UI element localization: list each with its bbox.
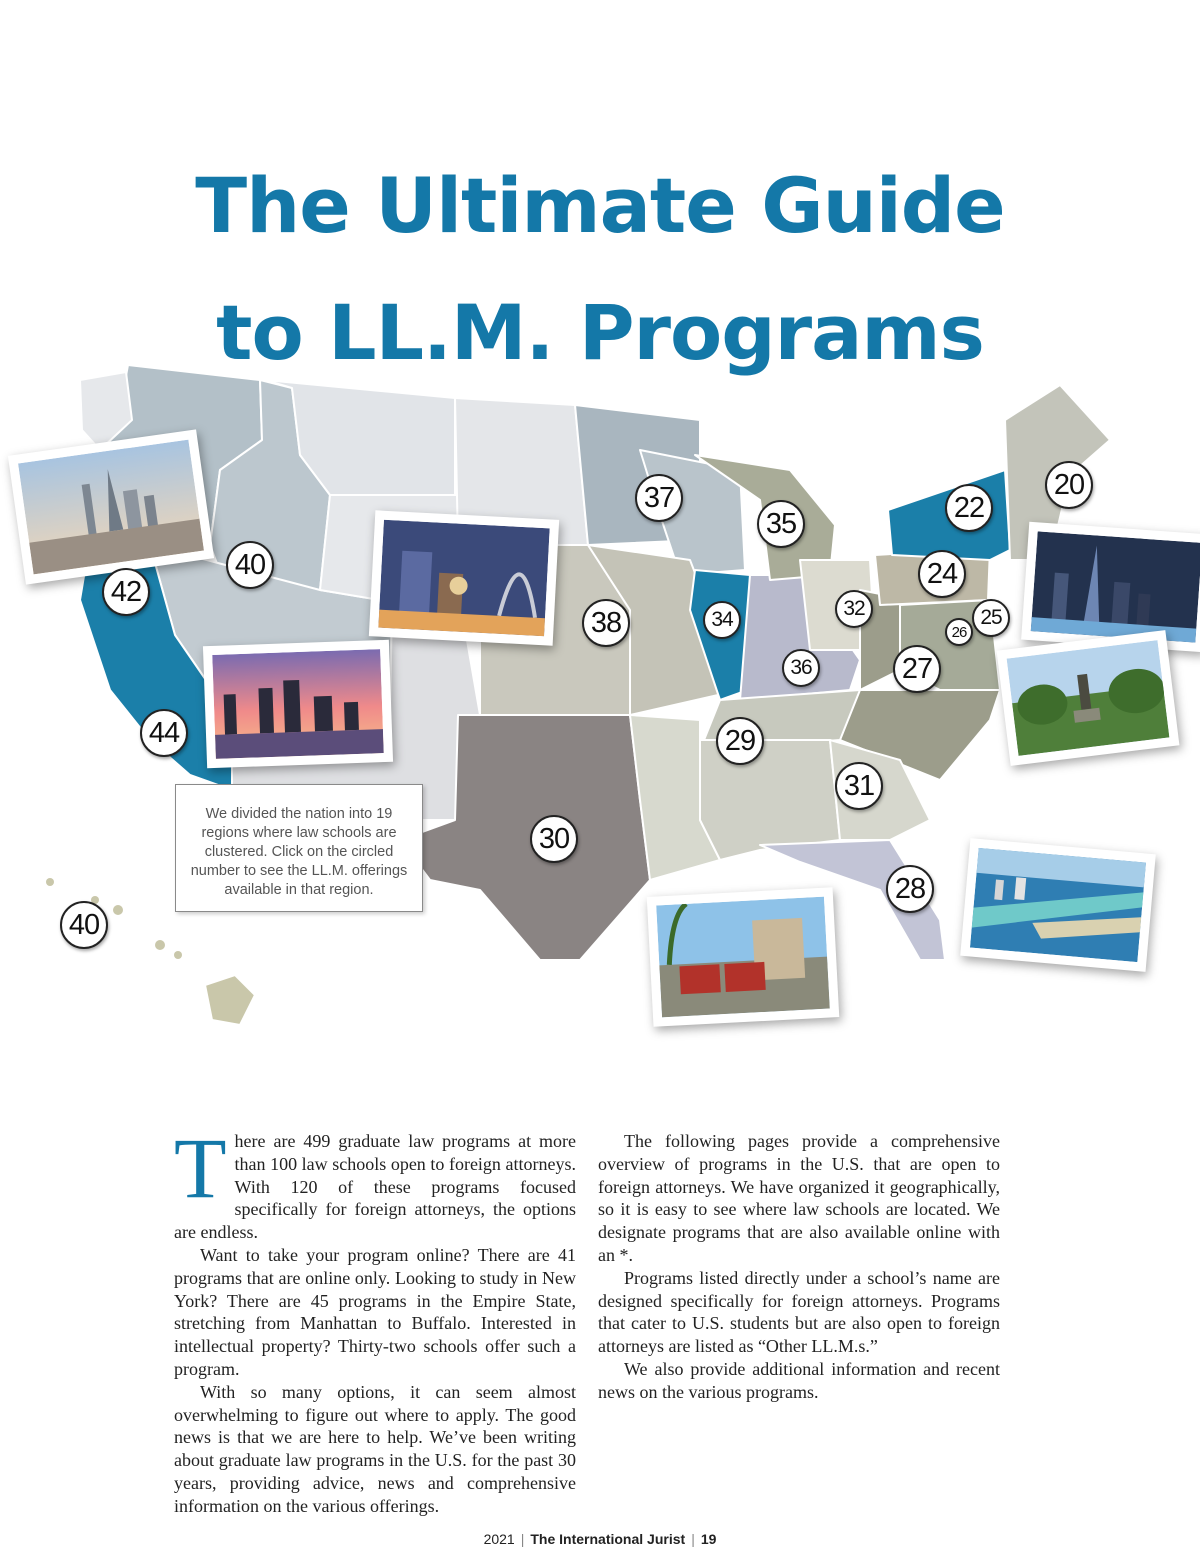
article-paragraph-1-text: here are 499 graduate law programs at more than 100 law schools open to foreign attorneys. With 120 of these programs focused specifically for foreign attorneys, the options are endless.	[174, 1131, 576, 1243]
region-marker-37[interactable]: 37	[635, 474, 683, 522]
region-hawaii[interactable]	[205, 975, 255, 1025]
footer-separator: |	[691, 1531, 695, 1547]
footer-page-number: 19	[700, 1531, 717, 1547]
photo-new-orleans	[647, 887, 840, 1027]
region-marker-20[interactable]: 20	[1045, 461, 1093, 509]
region-marker-40-northwest[interactable]: 40	[226, 541, 274, 589]
drop-cap: T	[174, 1120, 227, 1216]
footer-publication: The International Jurist	[530, 1531, 686, 1547]
miami-aerial-image	[970, 848, 1146, 962]
footer-separator: |	[520, 1531, 525, 1547]
photo-san-diego	[203, 640, 393, 768]
photo-miami	[960, 838, 1156, 972]
region-marker-30[interactable]: 30	[530, 815, 578, 863]
san-diego-skyline-image	[212, 649, 384, 759]
region-marker-27[interactable]: 27	[893, 645, 941, 693]
st-louis-skyline-image	[378, 520, 549, 637]
region-marker-22[interactable]: 22	[945, 484, 993, 532]
article-column-left	[174, 1120, 576, 1518]
photo-boston	[997, 630, 1180, 766]
region-marker-31[interactable]: 31	[835, 762, 883, 810]
region-marker-34[interactable]: 34	[703, 601, 741, 639]
article-paragraph-5: Programs listed directly under a school’s name are designed specifically for foreign attorneys. Programs that cater to U.S. students but are also open to foreign attorneys are listed as “Other LL.M.s.”	[598, 1267, 1000, 1357]
page-footer	[0, 1531, 1200, 1547]
article-paragraph-1	[174, 1120, 576, 1244]
article-paragraph-3: With so many options, it can seem almost overwhelming to figure out where to apply. The good news is that we are here to help. We’ve been writing about graduate law programs in the U.S. for the past 30 years, providing advice, news and comprehensive information on the various offerings.	[174, 1381, 576, 1516]
article-paragraph-6: We also provide additional information and recent news on the various programs.	[598, 1358, 1000, 1402]
region-marker-35[interactable]: 35	[757, 500, 805, 548]
page-title-line-2: to LL.M. Programs	[216, 288, 984, 377]
page-title-line-1: The Ultimate Guide	[195, 161, 1005, 250]
region-marker-24[interactable]: 24	[918, 550, 966, 598]
region-marker-42[interactable]: 42	[102, 568, 150, 616]
region-marker-32[interactable]: 32	[835, 590, 873, 628]
region-marker-40-hawaii[interactable]: 40	[60, 901, 108, 949]
san-francisco-skyline-image	[18, 440, 204, 575]
region-marker-36[interactable]: 36	[782, 649, 820, 687]
new-orleans-streetcar-image	[656, 897, 830, 1018]
photo-san-francisco	[8, 429, 214, 584]
photo-st-louis	[369, 510, 559, 645]
footer-year: 2021	[483, 1531, 515, 1547]
region-marker-28[interactable]: 28	[886, 865, 934, 913]
map-instructions-box: We divided the nation into 19 regions where law schools are clustered. Click on the circled number to see the LL.M. offerings available in that region.	[175, 784, 423, 912]
region-marker-29[interactable]: 29	[716, 717, 764, 765]
new-york-skyline-image	[1031, 531, 1200, 642]
boston-park-image	[1007, 640, 1170, 756]
photo-new-york	[1021, 522, 1200, 652]
region-marker-25[interactable]: 25	[972, 599, 1010, 637]
article-paragraph-4: The following pages provide a comprehensive overview of programs in the U.S. that are open to foreign attorneys. We have organized it geographically, so it is easy to see where law schools are located. We designate programs that are also available online with an *.	[598, 1131, 1000, 1265]
region-marker-38[interactable]: 38	[582, 599, 630, 647]
region-marker-26[interactable]: 26	[945, 618, 973, 646]
region-marker-44[interactable]: 44	[140, 709, 188, 757]
article-paragraph-2: Want to take your program online? There are 41 programs that are online only. Looking to study in New York? There are 45 programs in the Empire State, stretching from Manhattan to Buffalo. Interested in intellectual property? Thirty-two schools offer such a program.	[174, 1244, 576, 1379]
article-column-right	[598, 1130, 1000, 1404]
